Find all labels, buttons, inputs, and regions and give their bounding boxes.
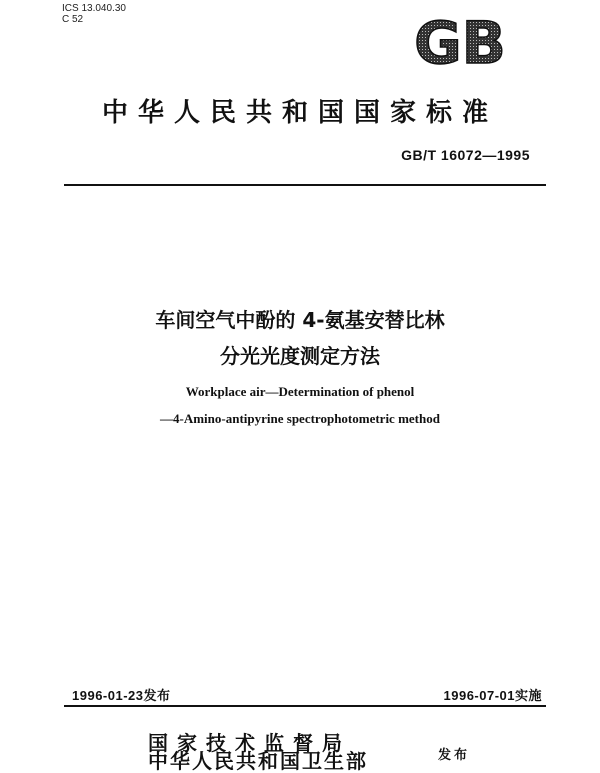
footer-divider (64, 705, 546, 707)
publish-label: 发布 (438, 748, 471, 763)
title-en-line1: Workplace air—Determination of phenol (185, 384, 415, 399)
issue-date: 1996-01-23发布 (72, 688, 171, 703)
title-cn-line2: 分光光度测定方法 (220, 344, 380, 368)
header-divider (64, 184, 546, 186)
issuer-line2: 中华人民共和国卫生部 (148, 749, 368, 773)
gb-logo (404, 13, 516, 67)
standard-number: GB/T 16072—1995 (401, 147, 530, 163)
ics-classification: ICS 13.040.30 (62, 3, 126, 14)
effective-date: 1996-07-01实施 (443, 688, 542, 703)
standard-title: 中华人民共和国国家标准 (101, 98, 498, 128)
title-cn-line1: 车间空气中酚的 4-氨基安替比林 (155, 308, 445, 332)
gb-logo-text: GB (414, 13, 506, 67)
ics-code (62, 3, 126, 25)
ccs-classification: C 52 (62, 14, 84, 25)
title-en-line2: —4-Amino-antipyrine spectrophotometric method (160, 411, 440, 426)
issuer-line1: 国家技术监督局 (148, 731, 351, 755)
